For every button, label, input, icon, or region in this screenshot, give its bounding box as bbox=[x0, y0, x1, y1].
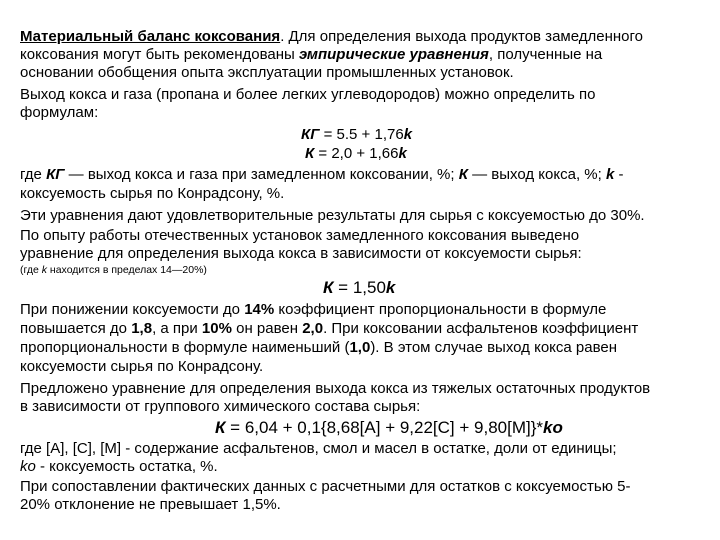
formula-kg: КГ = 5.5 + 1,76k bbox=[301, 126, 413, 143]
paragraph-3-line-1: Эти уравнения дают удовлетворительные результаты для сырья с коксуемостью до 30%. bbox=[20, 207, 645, 224]
paragraph-5-line-1: При понижении коксуемости до 14% коэффициент пропорциональности в формуле bbox=[20, 301, 607, 318]
definitions-line-2: коксуемость сырья по Конрадсону, %. bbox=[20, 185, 285, 202]
section-title: Материальный баланс коксования bbox=[20, 28, 281, 45]
paragraph-4-line-2: уравнение для определения выхода кокса в зависимости от коксуемости сырья: bbox=[20, 245, 582, 262]
definitions-line-1: где КГ — выход кокса и газа при замедленном коксовании, %; К — выход кокса, %; k - bbox=[20, 166, 624, 183]
formula-group-composition: К = 6,04 + 0,1{8,68[A] + 9,22[C] + 9,80[M]}*ko bbox=[215, 418, 563, 437]
paragraph-5-line-3: пропорциональности в формуле наименьший (1,0). В этом случае выход кокса равен bbox=[20, 339, 618, 356]
paragraph-2-line-2: формулам: bbox=[20, 104, 99, 121]
paragraph-5-line-2: повышается до 1,8, а при 10% он равен 2,0. При коксовании асфальтенов коэффициент bbox=[20, 320, 639, 337]
emphasis-term: эмпирические уравнения bbox=[298, 46, 489, 63]
formula-k-simple: К = 1,50k bbox=[323, 278, 396, 297]
paragraph-6-line-1: Предложено уравнение для определения выхода кокса из тяжелых остаточных продуктов bbox=[20, 380, 651, 397]
paragraph-2-line-1: Выход кокса и газа (пропана и более легких углеводородов) можно определить по bbox=[20, 86, 596, 103]
formula-k: К = 2,0 + 1,66k bbox=[305, 145, 407, 162]
paragraph-5-line-4: коксуемости сырья по Конрадсону. bbox=[20, 358, 264, 375]
intro-line-2: коксования могут быть рекомендованы эмпирические уравнения, полученные на bbox=[20, 46, 603, 63]
paragraph-8-line-2: 20% отклонение не превышает 1,5%. bbox=[20, 496, 281, 513]
paragraph-4-line-1: По опыту работы отечественных установок замедленного коксования выведено bbox=[20, 227, 580, 244]
paragraph-8-line-1: При сопоставлении фактических данных с расчетными для остатков с коксуемостью 5- bbox=[20, 478, 631, 495]
intro-line-1: Материальный баланс коксования. Для определения выхода продуктов замедленного bbox=[20, 28, 643, 45]
paragraph-7-line-2: ko - коксуемость остатка, %. bbox=[20, 458, 218, 475]
paragraph-7-line-1: где [А], [С], [М] - содержание асфальтенов, смол и масел в остатке, доли от единицы; bbox=[20, 440, 617, 457]
paragraph-6-line-2: в зависимости от группового химического состава сырья: bbox=[20, 398, 421, 415]
range-note: (где k находится в пределах 14—20%) bbox=[20, 264, 207, 276]
intro-line-3: основании обобщения опыта эксплуатации промышленных установок. bbox=[20, 64, 514, 81]
